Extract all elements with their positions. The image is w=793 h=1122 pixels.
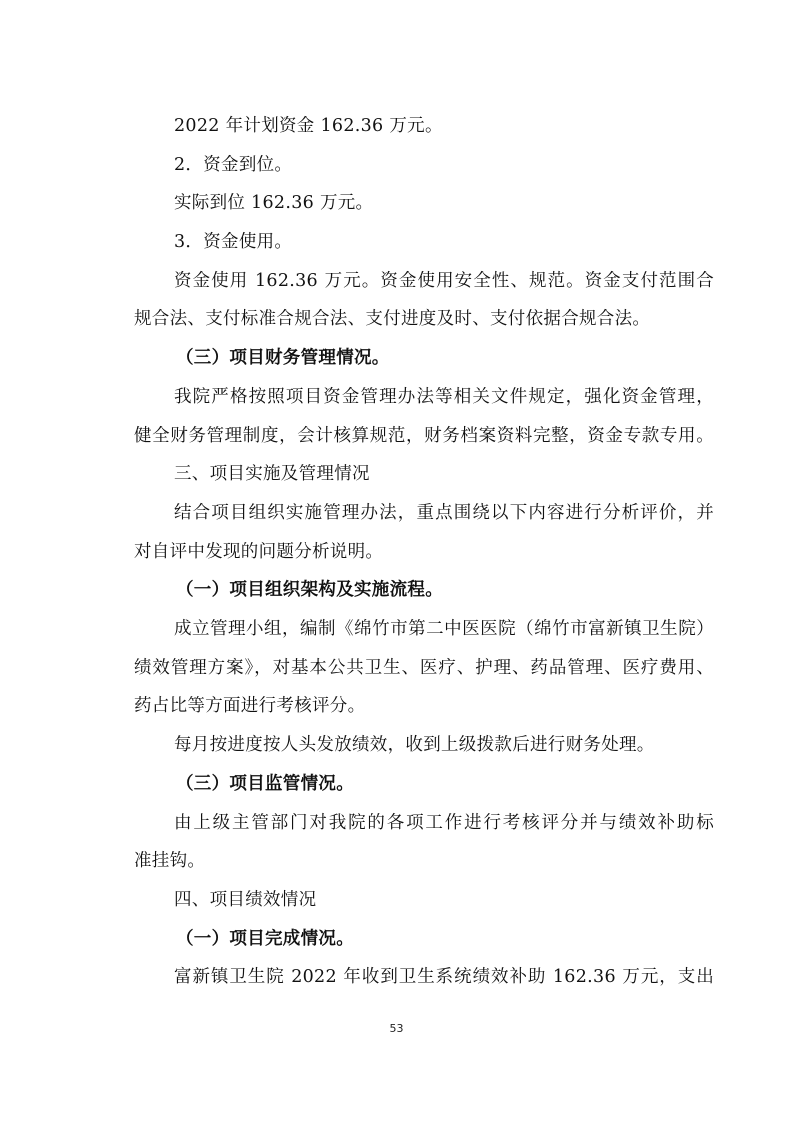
list-item-heading: 2．资金到位。	[174, 155, 293, 175]
text-line: 由上级主管部门对我院的各项工作进行考核评分并与绩效补助标	[174, 813, 714, 833]
text-line: 绩效管理方案》，对基本公共卫生、医疗、护理、药品管理、医疗费用、	[134, 658, 714, 678]
section-heading: （三）项目财务管理情况。	[176, 348, 390, 368]
text-line: 资金使用 162.36 万元。资金使用安全性、规范。资金支付范围合	[174, 271, 714, 291]
text-line: 规合法、支付标准合规合法、支付进度及时、支付依据合规合法。	[134, 309, 651, 329]
text-line: 实际到位 162.36 万元。	[174, 193, 374, 213]
text-line: 富新镇卫生院 2022 年收到卫生系统绩效补助 162.36 万元，支出	[174, 967, 714, 987]
page-number: 53	[389, 1022, 404, 1035]
list-item-heading: 3．资金使用。	[174, 232, 293, 252]
text-line: 药占比等方面进行考核评分。	[134, 696, 366, 716]
text-line: 2022 年计划资金 162.36 万元。	[174, 116, 443, 136]
text-line: 准挂钩。	[134, 851, 206, 871]
section-heading: （一）项目组织架构及实施流程。	[176, 580, 443, 600]
text-line: 成立管理小组，编制《绵竹市第二中医医院（绵竹市富新镇卫生院）	[174, 619, 714, 639]
text-line: 我院严格按照项目资金管理办法等相关文件规定，强化资金管理，	[174, 387, 714, 407]
section-heading: （三）项目监管情况。	[176, 774, 354, 794]
text-line: 每月按进度按人头发放绩效，收到上级拨款后进行财务处理。	[174, 735, 655, 755]
section-heading: 四、项目绩效情况	[174, 890, 317, 910]
section-heading: 三、项目实施及管理情况	[174, 464, 370, 484]
text-line: 对自评中发现的问题分析说明。	[134, 542, 384, 562]
text-line: 结合项目组织实施管理办法，重点围绕以下内容进行分析评价，并	[174, 503, 714, 523]
text-line: 健全财务管理制度，会计核算规范，财务档案资料完整，资金专款专用。	[134, 426, 714, 446]
section-heading: （一）项目完成情况。	[176, 929, 354, 949]
